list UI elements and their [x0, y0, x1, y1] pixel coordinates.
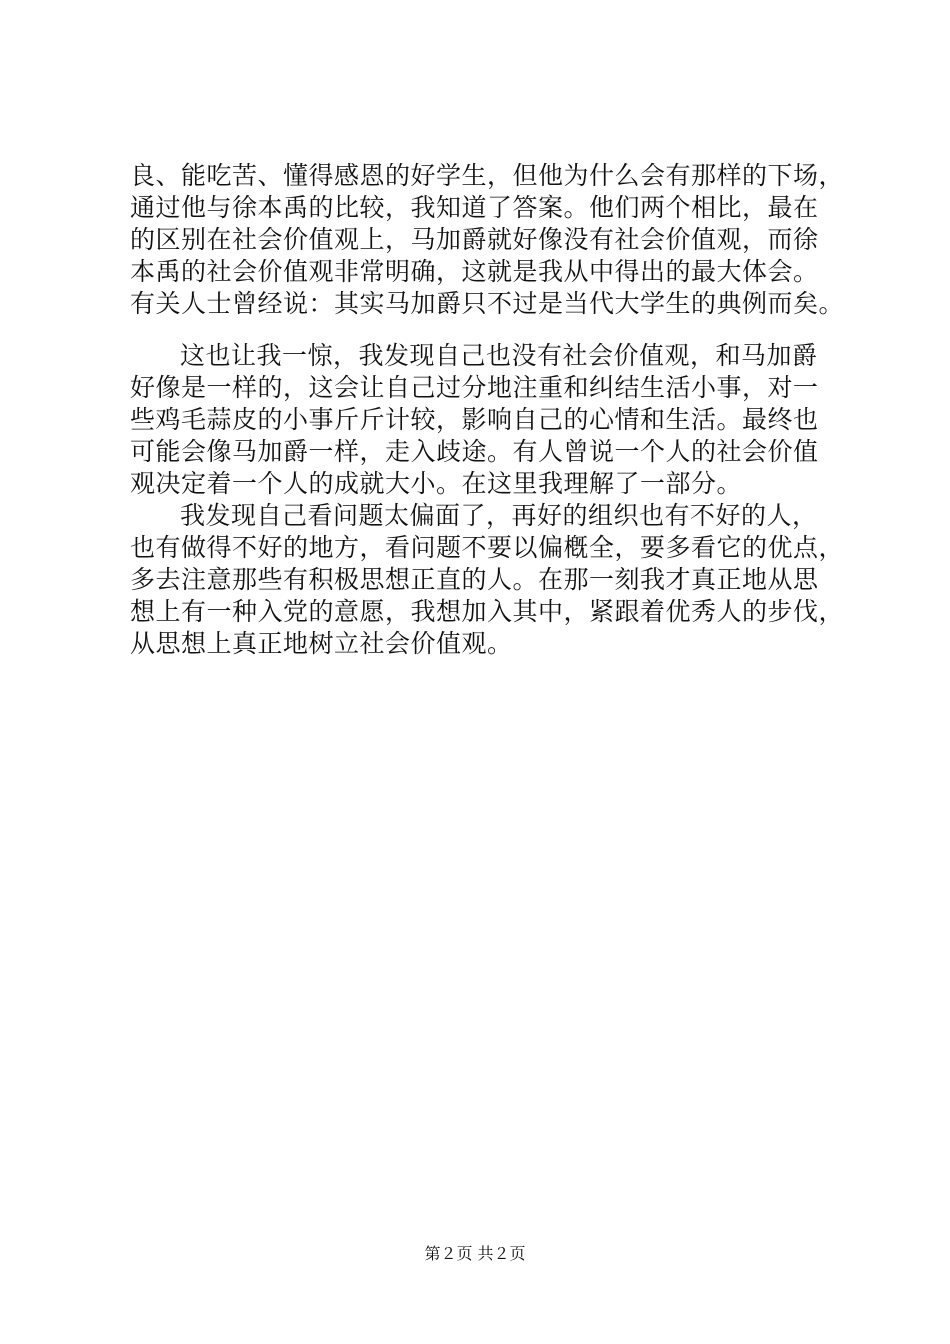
- paragraph-line: 观决定着一个人的成就大小。在这里我理解了一部分。: [130, 469, 743, 498]
- page-number: 第２页 共２页: [424, 1244, 526, 1263]
- paragraph-line: 的区别在社会价值观上，马加爵就好像没有社会价值观，而徐: [130, 225, 819, 254]
- paragraph-line: 我发现自己看问题太偏面了，再好的组织也有不好的人，: [180, 501, 818, 530]
- paragraph-1: [130, 160, 850, 320]
- document-body: [130, 160, 850, 660]
- paragraph-line: 通过他与徐本禹的比较，我知道了答案。他们两个相比，最在: [130, 193, 819, 222]
- paragraph-line: 有关人士曾经说：其实马加爵只不过是当代大学生的典例而矣。: [130, 289, 845, 318]
- paragraph-line: 多去注意那些有积极思想正直的人。在那一刻我才真正地从思: [130, 565, 819, 594]
- paragraph-line: 些鸡毛蒜皮的小事斤斤计较，影响自己的心情和生活。最终也: [130, 405, 819, 434]
- paragraph-line: 本禹的社会价值观非常明确，这就是我从中得出的最大体会。: [130, 257, 819, 286]
- paragraph-line: 好像是一样的，这会让自己过分地注重和纠结生活小事，对一: [130, 373, 819, 402]
- paragraph-spacer: [130, 320, 850, 340]
- paragraph-line: 从思想上真正地树立社会价值观。: [130, 629, 513, 658]
- paragraph-line: 这也让我一惊，我发现自己也没有社会价值观，和马加爵: [180, 341, 818, 370]
- paragraph-line: 良、能吃苦、懂得感恩的好学生，但他为什么会有那样的下场，: [130, 161, 845, 190]
- paragraph-line: 想上有一种入党的意愿，我想加入其中，紧跟着优秀人的步伐，: [130, 597, 845, 626]
- paragraph-2: [130, 340, 850, 500]
- paragraph-line: 可能会像马加爵一样，走入歧途。有人曾说一个人的社会价值: [130, 437, 819, 466]
- page-footer: [0, 1244, 950, 1264]
- paragraph-3: [130, 500, 850, 660]
- paragraph-line: 也有做得不好的地方，看问题不要以偏槪全，要多看它的优点，: [130, 533, 845, 562]
